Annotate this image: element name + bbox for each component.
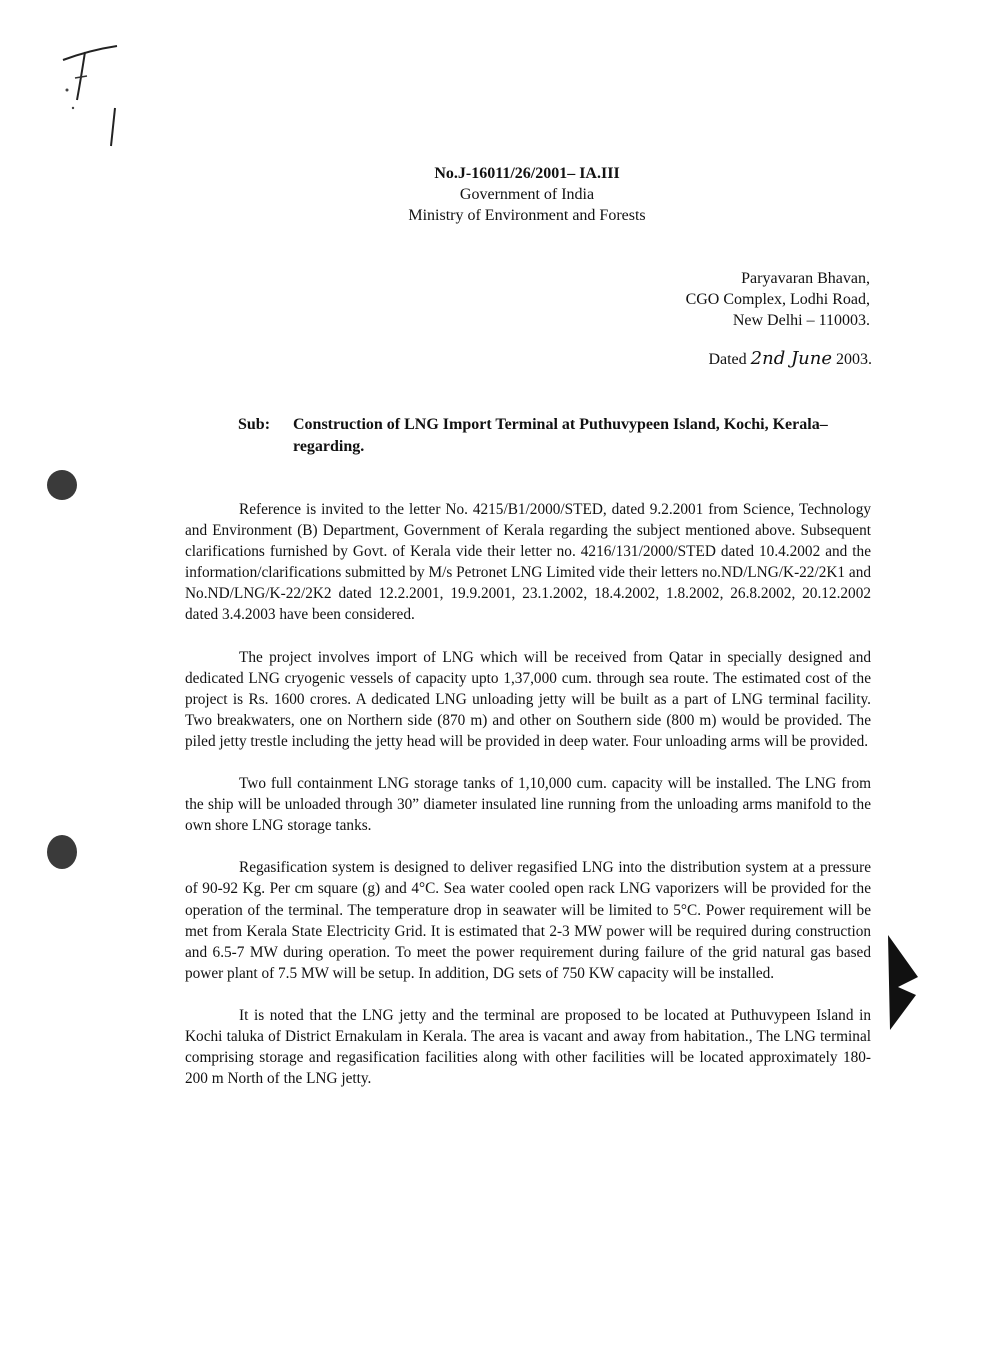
date-line: [708, 348, 872, 369]
letter-header: [320, 163, 734, 226]
subject-label: Sub:: [238, 416, 271, 433]
handwritten-mark-icon: [55, 38, 135, 153]
subject-block: [238, 414, 878, 458]
organization-line: Government of India: [459, 186, 595, 203]
reference-number: No.J-16011/26/2001– IA.III: [434, 165, 620, 182]
arrow-flag-icon: [886, 935, 920, 1030]
date-label: Dated: [708, 351, 747, 368]
body-paragraph: Two full containment LNG storage tanks of 1,10,000 cum. capacity will be installed. The LNG from the ship will be unloaded through 30” diameter insulated line running from the unloading arms manifold to the own shore LNG storage tanks.: [185, 775, 871, 835]
body-paragraph: Regasification system is designed to deliver regasified LNG into the distribution system at a pressure of 90-92 Kg. Per cm square (g) and 4°C. Sea water cooled open rack LNG vaporizers will be provided for the operation of the terminal. The temperature drop in seawater will be limited to 5°C. Power requirement will be met from Kerala State Electricity Grid. It is estimated that 2-3 MW power will be required during construction and 6.5-7 MW during operation. To meet the power requirement during failure of the grid natural gas based power plant of 7.5 MW will be setup. In addition, DG sets of 750 KW capacity will be installed.: [185, 859, 871, 982]
body-paragraph: It is noted that the LNG jetty and the terminal are proposed to be located at Puthuvypeen Island in Kochi taluka of District Ernakulam in Kerala. The area is vacant and away from habitation., The LNG terminal comprising storage and regasification facilities along with other facilities will be located approximately 180-200 m North of the LNG jetty.: [185, 1006, 871, 1088]
punch-hole-icon: [47, 470, 77, 500]
address-block: [686, 268, 870, 331]
address-line: CGO Complex, Lodhi Road,: [685, 291, 870, 308]
body-paragraph: The project involves import of LNG which will be received from Qatar in specially designed and dedicated LNG cryogenic vessels of capacity upto 1,37,000 cum. through sea route. The estimated cost of the project is Rs. 1600 crores. A dedicated LNG unloading jetty will be built as a part of LNG terminal facility. Two breakwaters, one on Northern side (870 m) and other on Southern side (800 m) would be provided. The piled jetty trestle including the jetty head will be provided in deep water. Four unloading arms will be provided.: [185, 648, 871, 750]
handwritten-date: 2nd June: [750, 348, 832, 369]
address-line: Paryavaran Bhavan,: [741, 270, 870, 287]
date-year: 2003.: [836, 351, 872, 368]
subject-text: Construction of LNG Import Terminal at Puthuvypeen Island, Kochi, Kerala– regarding.: [293, 416, 828, 455]
letter-body: [185, 499, 871, 1110]
ministry-line: Ministry of Environment and Forests: [408, 207, 646, 224]
body-paragraph: Reference is invited to the letter No. 4215/B1/2000/STED, dated 9.2.2001 from Science, Technology and Environment (B) Department, Government of Kerala regarding the subject mentioned above. Subsequent clarifications furnished by Govt. of Kerala vide their letter no. 4216/131/2000/STED dated 10.4.2002 and the information/clarifications submitted by M/s Petronet LNG Limited vide their letters no.ND/LNG/K-22/2K1 and No.ND/LNG/K-22/2K2 dated 12.2.2001, 19.9.2001, 23.1.2002, 18.4.2002, 1.8.2002, 26.8.2002, 20.12.2002 dated 3.4.2003 have been considered.: [185, 501, 871, 624]
punch-hole-icon: [47, 835, 77, 869]
address-line: New Delhi – 110003.: [732, 312, 870, 329]
